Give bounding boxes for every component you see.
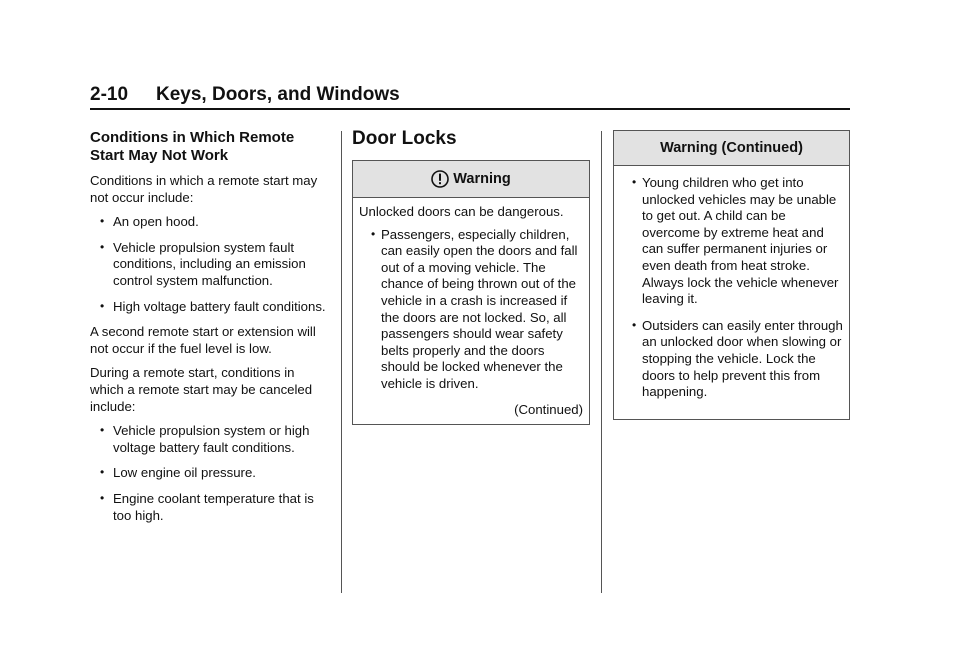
- warning-title: Warning: [453, 171, 511, 187]
- page-number: 2-10: [90, 84, 129, 105]
- list-item: • Vehicle propulsion system fault conditions, including an emission control system malfunction.: [90, 240, 330, 290]
- section-title: Keys, Doors, and Windows: [156, 84, 400, 105]
- warning-header: [353, 161, 589, 198]
- warning-continued-body: [614, 166, 849, 419]
- list-item: • High voltage battery fault conditions.: [90, 299, 330, 316]
- cancel-conditions-paragraph: During a remote start, conditions in which a remote start may be canceled include:: [90, 365, 313, 414]
- door-locks-heading: Door Locks: [352, 128, 457, 149]
- continued-label: (Continued): [514, 401, 583, 417]
- column-divider: [601, 131, 602, 593]
- list-item: • Low engine oil pressure.: [90, 465, 330, 482]
- list-item: • Young children who get into unlocked vehicles may be unable to get out. A child can be overcome by extreme heat and can suffer permanent injuries or even death from heat stroke. Always lock the vehicle whenever leaving it.: [620, 175, 843, 308]
- list-item: • Engine coolant temperature that is too high.: [90, 491, 330, 524]
- warning-continued-box: [613, 130, 850, 420]
- left-column: [90, 129, 330, 533]
- list-item: • Outsiders can easily enter through an unlocked door when slowing or stopping the vehicle. Lock the doors to help prevent this from happening.: [620, 318, 843, 401]
- list-item: • An open hood.: [90, 214, 330, 231]
- warning-intro: Unlocked doors can be dangerous.: [359, 204, 564, 219]
- right-column: [613, 130, 850, 420]
- warning-continued-header: Warning (Continued): [614, 131, 849, 166]
- warning-box: [352, 160, 590, 425]
- fuel-level-paragraph: A second remote start or extension will not occur if the fuel level is low.: [90, 324, 316, 356]
- list-item: • Vehicle propulsion system or high voltage battery fault conditions.: [90, 423, 330, 456]
- remote-start-heading: Conditions in Which Remote Start May Not Work: [90, 129, 295, 164]
- page-header: [90, 82, 850, 110]
- list-item: • Passengers, especially children, can easily open the doors and fall out of a moving vehicle. The chance of being thrown out of the vehicle in a crash is increased if the doors are not locked. So, all passengers should wear safety belts properly and the doors should be locked whenever the vehicle is driven.: [359, 227, 583, 393]
- column-divider: [341, 131, 342, 593]
- middle-column: [352, 128, 590, 425]
- warning-icon: [431, 170, 449, 188]
- remote-start-intro: Conditions in which a remote start may not occur include:: [90, 173, 318, 205]
- warning-body: [353, 198, 589, 424]
